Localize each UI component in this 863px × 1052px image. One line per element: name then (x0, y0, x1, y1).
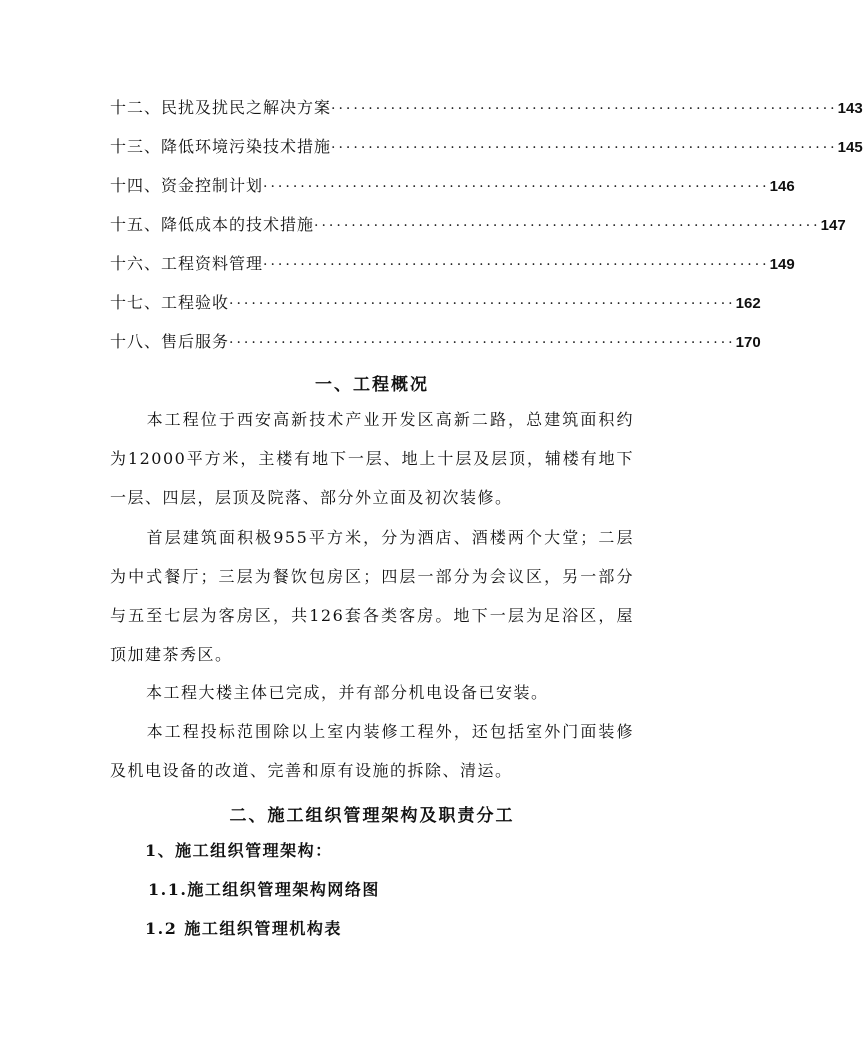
paragraph-text: 首层建筑面积极955平方米，分为酒店、酒楼两个大堂；二层为中式餐厅；三层为餐饮包房区；四层一部分为会议区，另一部分与五至七层为客房区，共126套各类客房。地下一层为足浴区，屋顶加建茶秀区。 (110, 528, 634, 664)
toc-item-page: 170 (735, 334, 761, 351)
paragraph-text: 本工程投标范围除以上室内装修工程外，还包括室外门面装修及机电设备的改道、完善和原有设施的拆除、清运。 (110, 722, 634, 780)
toc-leader-dots: ···································································· (331, 140, 838, 156)
section-heading-overview: 一、工程概况 (315, 375, 429, 395)
toc-leader-dots: ···································································· (263, 179, 770, 195)
toc-item-16[interactable] (110, 251, 795, 277)
toc-item-page: 145 (837, 139, 863, 156)
toc-item-page: 162 (735, 295, 761, 312)
paragraph (110, 712, 634, 790)
toc-leader-dots: ···································································· (229, 335, 736, 351)
paragraph-text: 本工程位于西安高新技术产业开发区高新二路，总建筑面积约为12000平方米，主楼有地下一层、地上十层及层顶，辅楼有地下一层、四层，层顶及院落、部分外立面及初次装修。 (110, 410, 634, 507)
toc-item-page: 146 (769, 178, 795, 195)
toc-item-page: 143 (837, 100, 863, 117)
toc-leader-dots: ···································································· (331, 101, 838, 117)
toc-leader-dots: ···································································· (263, 257, 770, 273)
toc-item-14[interactable] (110, 173, 795, 199)
toc-item-title: 十四、资金控制计划 (110, 176, 264, 195)
paragraph (110, 518, 634, 674)
paragraph (110, 673, 634, 712)
toc-item-page: 147 (820, 217, 846, 234)
subheading-organization-table: 1.2 施工组织管理机构表 (145, 919, 342, 938)
toc-item-page: 149 (769, 256, 795, 273)
toc-item-18[interactable] (110, 329, 761, 355)
toc-item-title: 十二、民扰及扰民之解决方案 (110, 98, 332, 117)
subheading-network-diagram: 1.1.施工组织管理架构网络图 (148, 880, 380, 899)
section-heading-organization: 二、施工组织管理架构及职责分工 (229, 806, 515, 826)
toc-item-title: 十五、降低成本的技术措施 (110, 215, 315, 234)
paragraph (110, 400, 634, 517)
toc-item-12[interactable] (110, 95, 863, 121)
toc-item-15[interactable] (110, 212, 846, 238)
toc-item-title: 十六、工程资料管理 (110, 254, 264, 273)
toc-item-title: 十八、售后服务 (110, 332, 230, 351)
paragraph-text: 本工程大楼主体已完成，并有部分机电设备已安装。 (146, 683, 549, 702)
toc-item-title: 十三、降低环境污染技术措施 (110, 137, 332, 156)
toc-item-13[interactable] (110, 134, 863, 160)
toc-item-17[interactable] (110, 290, 761, 316)
toc-leader-dots: ···································································· (314, 218, 821, 234)
subheading-structure: 1、施工组织管理架构： (145, 841, 333, 860)
toc-leader-dots: ···································································· (229, 296, 736, 312)
toc-item-title: 十七、工程验收 (110, 293, 230, 312)
